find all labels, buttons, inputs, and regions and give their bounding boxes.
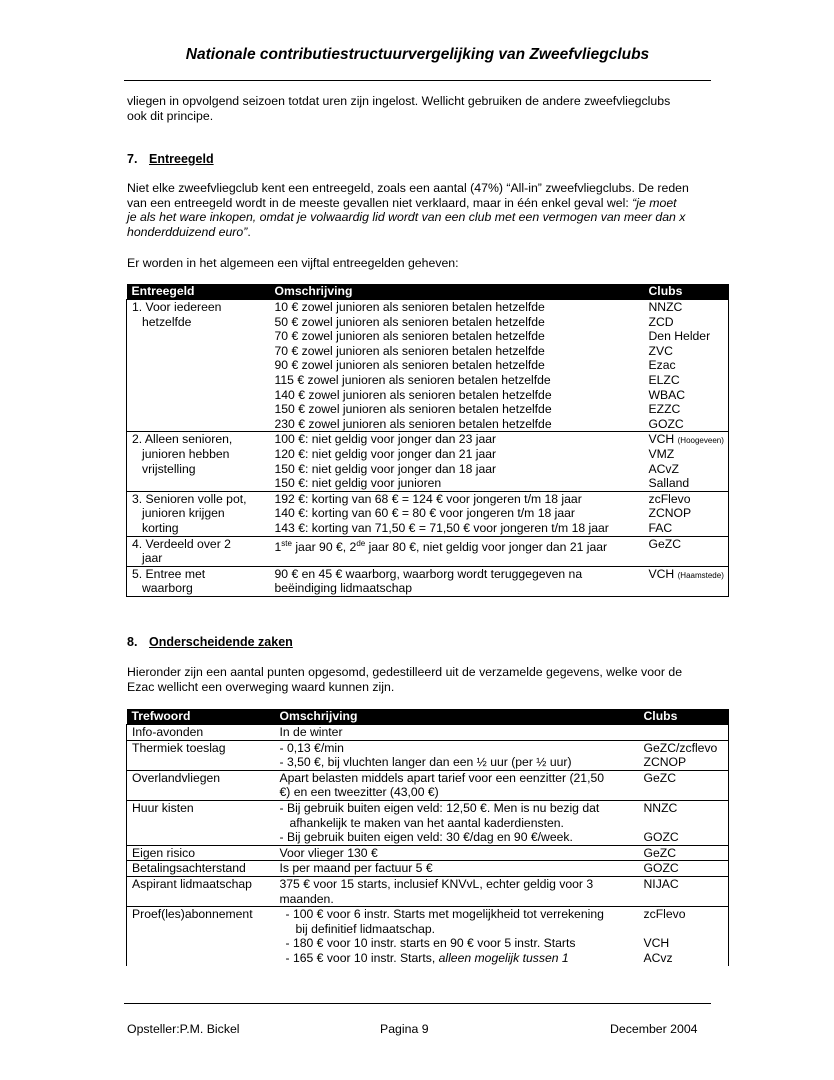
cell-line: 4. Verdeeld over 2 — [132, 536, 231, 551]
cell-line: VMZ — [648, 446, 675, 461]
clubs-cell — [644, 566, 729, 596]
clubs-cell — [644, 432, 729, 491]
footer-date: December 2004 — [610, 1022, 698, 1036]
paragraph-text: van een entreegeld wordt in de meeste gevallen niet verklaard, maar in één enkel geval wel: — [127, 195, 633, 210]
cell-line: NIJAC — [643, 876, 679, 891]
cell-line: WBAC — [648, 387, 686, 402]
column-header: Omschrijving — [275, 709, 639, 725]
cell-line: 192 €: korting van 68 € = 124 € voor jongeren t/m 18 jaar — [274, 491, 582, 506]
clubs-cell — [639, 907, 729, 966]
cell-line: FAC — [648, 520, 673, 535]
keyword-cell — [127, 740, 275, 770]
cell-line: - 100 € voor 6 instr. Starts met mogelijkheid tot verrekening — [285, 907, 604, 922]
cell-line: Proef(les)abonnement — [132, 907, 253, 922]
keyword-cell — [127, 770, 275, 800]
cell-line: GeZC — [648, 536, 682, 551]
table-row — [127, 432, 729, 491]
column-header: Entreegeld — [127, 284, 270, 300]
table-row — [127, 845, 729, 861]
table-row — [127, 740, 729, 770]
section-title: Entreegeld — [149, 152, 214, 166]
description-cell — [270, 432, 644, 491]
cell-line: korting — [142, 520, 179, 535]
column-header: Clubs — [644, 284, 729, 300]
clubs-cell — [639, 725, 729, 741]
cell-line: ZVC — [648, 343, 673, 358]
cell-line: ZCNOP — [643, 755, 687, 770]
cell-line: Overlandvliegen — [132, 770, 221, 785]
cell-line: Info-avonden — [132, 725, 204, 739]
clubs-cell — [639, 770, 729, 800]
club-note: (Hoogeveen) — [677, 436, 724, 446]
paragraph-line: Ezac wellicht een overweging waard kunnen zijn. — [127, 679, 395, 694]
cell-line: ZCNOP — [648, 506, 692, 521]
cell-line: Huur kisten — [132, 800, 194, 815]
cell-line: ACvZ — [648, 461, 679, 476]
footer-author: Opsteller:P.M. Bickel — [127, 1022, 240, 1036]
cell-line: VCH — [643, 936, 670, 951]
description-cell — [275, 845, 639, 861]
cell-line: 150 €: niet geldig voor jonger dan 18 jaar — [274, 461, 497, 476]
quote-text: je als het ware inkopen, omdat je volwaardig lid wordt van een club met een vermogen van meer dan x — [127, 210, 686, 225]
category-cell — [127, 491, 270, 536]
cell-line: Voor vlieger 130 € — [279, 845, 378, 860]
cell-line: 3. Senioren volle pot, — [132, 491, 247, 506]
paragraph-line — [127, 196, 712, 211]
cell-line: Is per maand per factuur 5 € — [279, 861, 433, 876]
category-cell — [127, 536, 270, 566]
desc-text: 1 — [274, 539, 282, 554]
section-8-paragraph — [127, 665, 712, 694]
cell-line: beëindiging lidmaatschap — [274, 581, 413, 596]
cell-line: GOZC — [643, 861, 679, 876]
cell-line: €) en een tweezitter (43,00 €) — [279, 785, 439, 800]
desc-text: jaar 80 €, niet geldig voor jonger dan 21 jaar — [365, 539, 608, 554]
category-cell — [127, 300, 270, 432]
section-title: Onderscheidende zaken — [149, 635, 293, 649]
cell-line: junioren hebben — [142, 446, 230, 461]
cell-line: Thermiek toeslag — [132, 740, 226, 755]
clubs-cell — [639, 861, 729, 877]
table-row — [127, 800, 729, 845]
cell-line: - 0,13 €/min — [279, 740, 344, 755]
cell-line: maanden. — [279, 891, 334, 906]
table-row — [127, 536, 729, 566]
column-header: Clubs — [639, 709, 729, 725]
intro-line: vliegen in opvolgend seizoen totdat uren zijn ingelost. Wellicht gebruiken de andere zweefvliegclubs — [127, 94, 671, 108]
table-header-row — [127, 709, 729, 725]
cell-line: 2. Alleen senioren, — [132, 432, 233, 447]
table-row — [127, 725, 729, 741]
ordinal-suffix: ste — [281, 538, 292, 548]
cell-line: - 180 € voor 10 instr. starts en 90 € voor 5 instr. Starts — [285, 936, 576, 951]
entreegeld-table — [126, 284, 729, 597]
table-row — [127, 861, 729, 877]
desc-text: jaar 90 €, 2 — [291, 539, 357, 554]
desc-text: - 165 € voor 10 instr. Starts, — [285, 950, 439, 965]
keyword-cell — [127, 800, 275, 845]
table-header-row — [127, 284, 729, 300]
keyword-cell — [127, 725, 275, 741]
table-row — [127, 770, 729, 800]
section-7-paragraph — [127, 181, 712, 239]
cell-line: Betalingsachterstand — [132, 861, 246, 876]
column-header: Omschrijving — [270, 284, 644, 300]
clubs-cell — [639, 876, 729, 906]
cell-line: GeZC — [643, 770, 677, 785]
cell-line: afhankelijk te maken van het aantal kaderdiensten. — [289, 815, 564, 830]
cell-line — [649, 567, 729, 582]
paragraph-text: . — [247, 224, 251, 239]
cell-line: GeZC — [643, 845, 677, 860]
cell-line: 1. Voor iedereen — [132, 300, 222, 314]
club-name: VCH — [648, 566, 675, 581]
description-cell — [275, 907, 639, 966]
cell-line — [275, 537, 644, 552]
clubs-cell — [644, 491, 729, 536]
section-7-heading — [127, 152, 214, 166]
cell-line: EZZC — [648, 402, 681, 417]
cell-line: bij definitief lidmaatschap. — [295, 921, 436, 936]
paragraph-line — [127, 210, 712, 225]
cell-line: zcFlevo — [643, 907, 686, 922]
cell-line — [644, 785, 729, 800]
description-cell — [270, 536, 644, 566]
section-number: 7. — [127, 152, 138, 166]
cell-line: 90 € en 45 € waarborg, waarborg wordt teruggegeven na — [274, 566, 583, 581]
table-row — [127, 876, 729, 906]
clubs-cell — [644, 536, 729, 566]
quote-text: “je moet — [632, 195, 677, 210]
cell-line: 143 €: korting van 71,50 € = 71,50 € voor jongeren t/m 18 jaar — [274, 520, 609, 535]
cell-line: 70 € zowel junioren als senioren betalen hetzelfde — [274, 329, 545, 344]
table-row — [127, 300, 729, 432]
cell-line — [280, 951, 639, 966]
cell-line: - Bij gebruik buiten eigen veld: 30 €/dag en 90 €/week. — [279, 830, 573, 845]
cell-line: NNZC — [643, 800, 678, 815]
cell-line: ACvz — [643, 950, 673, 965]
ordinal-suffix: de — [356, 538, 366, 548]
table-row — [127, 566, 729, 596]
document-header-title: Nationale contributiestructuurvergelijking van Zweefvliegclubs — [185, 46, 650, 63]
cell-line: junioren krijgen — [142, 506, 225, 521]
header-rule — [124, 80, 711, 81]
cell-line: Den Helder — [648, 329, 711, 344]
description-cell — [270, 300, 644, 432]
cell-line: 50 € zowel junioren als senioren betalen hetzelfde — [274, 314, 545, 329]
cell-line: 10 € zowel junioren als senioren betalen hetzelfde — [274, 300, 545, 314]
cell-line: 140 €: korting van 60 € = 80 € voor jongeren t/m 18 jaar — [274, 506, 575, 521]
cell-line — [644, 816, 729, 831]
paragraph-line: Hieronder zijn een aantal punten opgesomd, gedestilleerd uit de verzamelde gegevens, welke voor de — [127, 665, 683, 679]
section-7-lead: Er worden in het algemeen een vijftal entreegelden geheven: — [127, 256, 459, 270]
intro-line: ook dit principe. — [127, 108, 214, 123]
cell-line: Ezac — [648, 358, 676, 373]
clubs-cell — [639, 845, 729, 861]
description-cell — [275, 740, 639, 770]
cell-line: 150 €: niet geldig voor junioren — [274, 476, 442, 491]
cell-line — [649, 432, 729, 447]
cell-line: 150 € zowel junioren als senioren betalen hetzelfde — [274, 402, 552, 417]
quote-text: honderdduizend euro” — [127, 224, 248, 239]
cell-line: hetzelfde — [142, 314, 192, 329]
cell-line: GOZC — [643, 830, 679, 845]
clubs-cell — [639, 740, 729, 770]
cell-line: ZCD — [648, 314, 674, 329]
category-cell — [127, 432, 270, 491]
clubs-cell — [639, 800, 729, 845]
column-header: Trefwoord — [127, 709, 275, 725]
cell-line — [644, 922, 729, 937]
keyword-cell — [127, 845, 275, 861]
keyword-cell — [127, 876, 275, 906]
onderscheidende-zaken-table — [126, 709, 729, 966]
cell-line: Salland — [648, 476, 690, 491]
section-8-heading — [127, 635, 293, 649]
cell-line: 375 € voor 15 starts, inclusief KNVvL, echter geldig voor 3 — [279, 876, 594, 891]
keyword-cell — [127, 861, 275, 877]
cell-line: 5. Entree met — [132, 566, 206, 581]
table-row — [127, 491, 729, 536]
cell-line — [644, 725, 729, 740]
cell-line: Eigen risico — [132, 845, 195, 860]
cell-line: 140 € zowel junioren als senioren betalen hetzelfde — [274, 387, 552, 402]
category-cell — [127, 566, 270, 596]
cell-line: 120 €: niet geldig voor jonger dan 21 jaar — [274, 446, 497, 461]
description-cell — [275, 770, 639, 800]
section-number: 8. — [127, 635, 138, 649]
description-cell — [270, 491, 644, 536]
description-cell — [275, 725, 639, 741]
cell-line: 115 € zowel junioren als senioren betalen hetzelfde — [274, 372, 551, 387]
cell-line: - 3,50 €, bij vluchten langer dan een ½ uur (per ½ uur) — [279, 755, 572, 770]
paragraph-line: Niet elke zweefvliegclub kent een entreegeld, zoals een aantal (47%) “All-in” zweefvliegclubs. De reden — [127, 181, 689, 195]
cell-line: 70 € zowel junioren als senioren betalen hetzelfde — [274, 343, 545, 358]
cell-line: GOZC — [648, 416, 684, 431]
cell-line: Aspirant lidmaatschap — [132, 876, 252, 891]
cell-line: zcFlevo — [648, 491, 691, 506]
description-cell — [275, 861, 639, 877]
club-name: VCH — [648, 432, 675, 447]
cell-line: 90 € zowel junioren als senioren betalen hetzelfde — [274, 358, 545, 373]
cell-line: ELZC — [648, 372, 680, 387]
cell-line: jaar — [142, 551, 163, 566]
clubs-cell — [644, 300, 729, 432]
cell-line: GeZC/zcflevo — [643, 740, 718, 755]
cell-line: NNZC — [648, 300, 683, 314]
cell-line: waarborg — [142, 581, 193, 596]
paragraph-line — [127, 225, 712, 240]
description-cell — [270, 566, 644, 596]
cell-line — [644, 892, 729, 907]
cell-line: Apart belasten middels apart tarief voor een eenzitter (21,50 — [279, 770, 605, 785]
cell-line: 230 € zowel junioren als senioren betalen hetzelfde — [274, 416, 552, 431]
table-row — [127, 907, 729, 966]
cell-line: 100 €: niet geldig voor jonger dan 23 jaar — [274, 432, 497, 447]
footer-rule — [124, 1003, 711, 1004]
intro-paragraph — [127, 94, 712, 123]
desc-italic-text: alleen mogelijk tussen 1 — [438, 950, 569, 965]
cell-line: In de winter — [279, 725, 343, 739]
cell-line: vrijstelling — [142, 461, 196, 476]
description-cell — [275, 800, 639, 845]
keyword-cell — [127, 907, 275, 966]
club-note: (Haamstede) — [677, 570, 724, 580]
footer-page-number: Pagina 9 — [380, 1022, 429, 1036]
description-cell — [275, 876, 639, 906]
cell-line: - Bij gebruik buiten eigen veld: 12,50 €. Men is nu bezig dat — [279, 800, 600, 815]
